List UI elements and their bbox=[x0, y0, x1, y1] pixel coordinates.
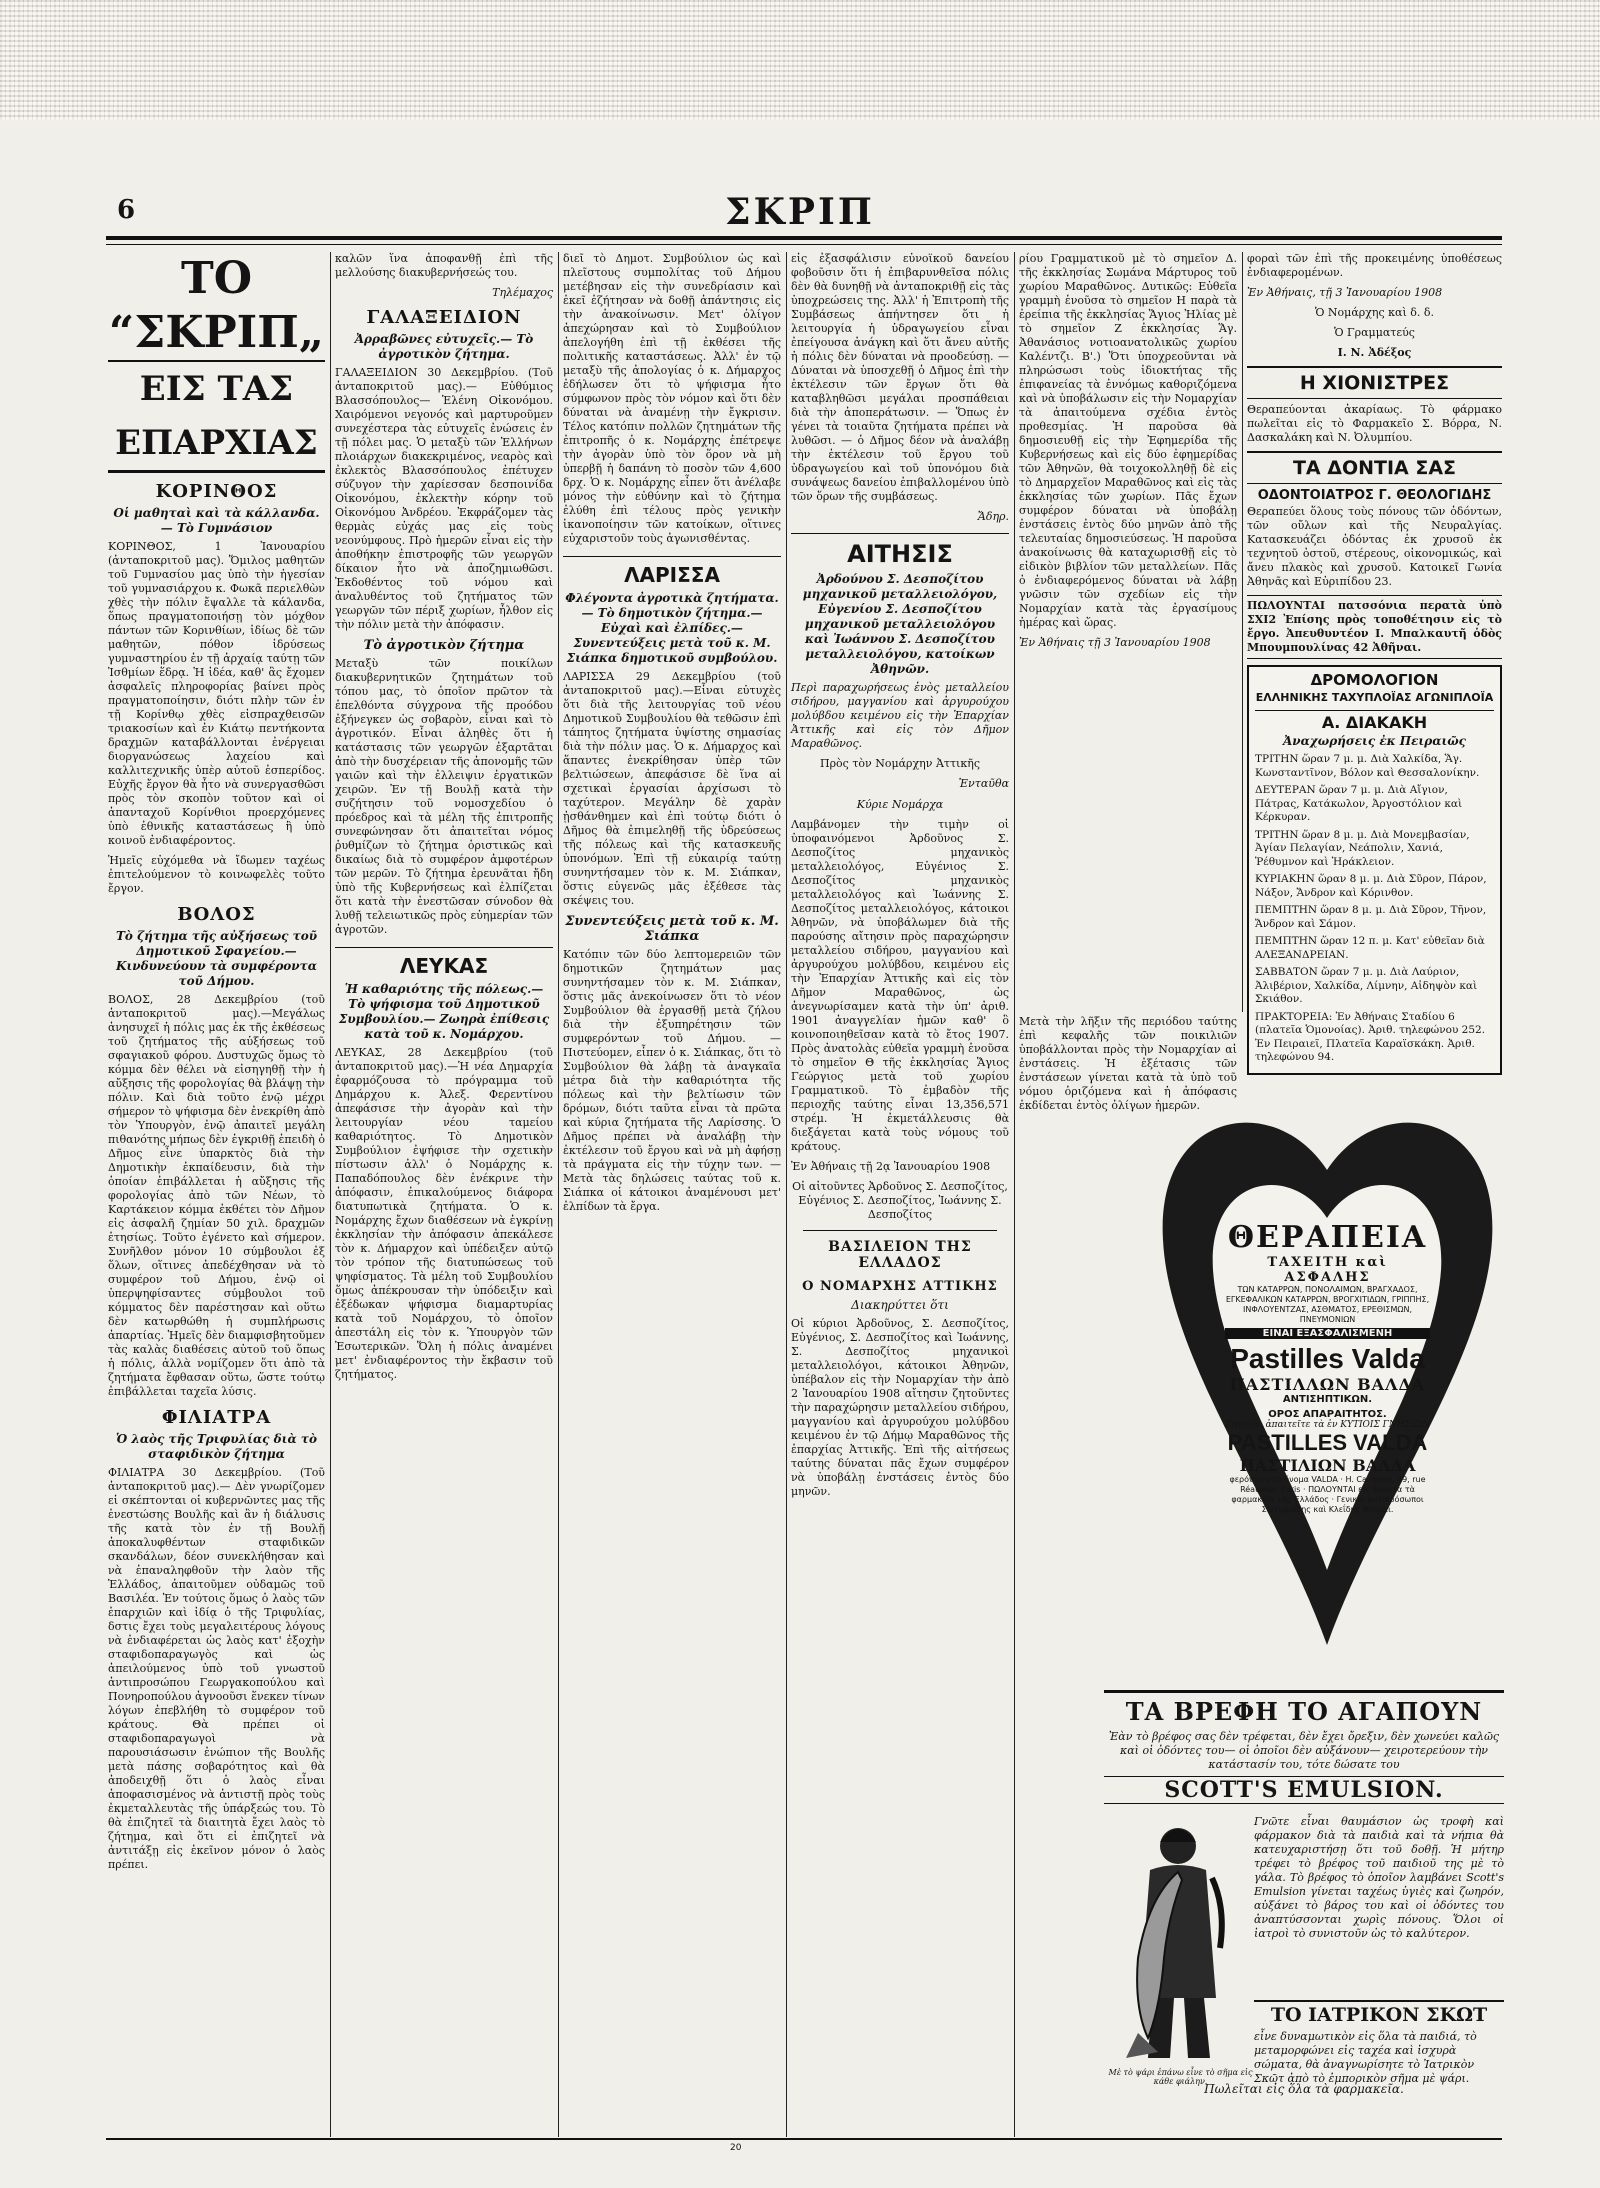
aitisis-signers: Οἱ αἰτοῦντες Ἀρδοῦνος Σ. Δεσποζίτος, Εὐγένιος Σ. Δεσποζίτος, Ἰωάννης Σ. Δεσποζίτος bbox=[792, 1180, 1008, 1221]
lefkas-dek: Ἡ καθαριότης τῆς πόλεως.— Τὸ ψήφισμα τοῦ Δημοτικοῦ Συμβουλίου.— Ζωηρὰ ἐπίθεσις κατὰ τοῦ κ. Νομάρχου. bbox=[338, 982, 550, 1041]
col6-signature-name: Ι. Ν. Ἀδέξος bbox=[1337, 346, 1412, 359]
valda-address: φερόντων τὸ ὄνομα VALDA · H. Canonne, 49, rue Réaumur, Paris · ΠΩΛΟΥΝΤΑΙ εἰς ἅπαντα τὰ φαρμακεῖα τῆς Ἑλλάδος · Γενικοὶ ἀντιπρόσωποι Σωτηριάδης καὶ Κλεΐδης Ἀθῆναι. bbox=[1229, 1475, 1426, 1514]
scott-brand: SCOTT'S EMULSION. bbox=[1104, 1776, 1504, 1804]
valda-therapeia: ΘΕΡΑΠΕΙΑ bbox=[1227, 1220, 1428, 1255]
scott-subtitle: ΤΟ ΙΑΤΡΙΚΟΝ ΣΚΩΤ bbox=[1254, 2000, 1504, 2026]
diakiryttei-heading: Διακηρύττει ὅτι bbox=[851, 1298, 949, 1312]
shipping-heading: ΔΡΟΜΟΛΟΓΙΟΝ bbox=[1310, 671, 1439, 689]
lefkas-text: ΛΕΥΚΑΣ, 28 Δεκεμβρίου (τοῦ ἀνταποκριτοῦ μας).—Ἡ νέα Δημαρχία ἐφαρμόζουσα τὸ πρόγραμμα τοῦ Δημάρχου κ. Ἀλεξ. Φερεντίνου ἀπεφάσισε τὴν ἀγορὰν καὶ τὴν λειτουργίαν νέου ταμείου καθαριότητος. Τὸ Δημοτικὸν Συμβούλιον ἐψήφισε τὴν σχετικὴν πίστωσιν ἀλλ' ὁ Νομάρχης κ. Παπαδόπουλος δὲν ἐνέκρινε τὴν ἀπόφασιν, ἐπικαλούμενος διάφορα διατυπωτικὰ ζητήματα. Ὁ κ. Νομάρχης ἔχων διαθέσεων νὰ ἐγκρίνῃ ἐκκλησίαν τὴν ἀπόφασιν ἀπεκάλεσε τὸν κ. Δήμαρχον καὶ ὑπέδειξεν αὐτῷ τὸν τρόπον τῆς διατυπώσεως τοῦ ψηφίσματος. Τὰ μέλη τοῦ Συμβουλίου ὅμως ἀπέκρουσαν τὴν ὑπόδειξιν καὶ ἐξέδωκαν ψήφισμα διαμαρτυρίας κατὰ τοῦ Νομάρχου, τὸ ὁποῖον ἀπεστάλη εἰς τὸν κ. Ὑπουργὸν τῶν Ἐσωτερικῶν. Ὅλη ἡ πόλις ἀναμένει μετ' ἐνδιαφέροντος τὴν ἔκβασιν τοῦ ζητήματος. bbox=[335, 1046, 553, 1381]
col6-filler-text: Μετὰ τὴν λῆξιν τῆς περιόδου ταύτης ἐπὶ κεφαλῆς τῶν ποικιλιῶν ὑποβάλλονται πρὸς τὴν Νομαρχίαν αἱ ἐνστάσεις. Ἡ ἐξέτασις τῶν ἐνστάσεων γίνεται κατὰ τὰ ὑπὸ τοῦ νόμου ὁριζόμενα καὶ ἡ ἀπόφασις ἐκδίδεται ἐντὸς ὀλίγων ἡμερῶν. bbox=[1019, 1015, 1237, 1112]
scott-body: Γνῶτε εἶναι θαυμάσιον ὡς τροφὴ καὶ φάρμακον διὰ τὰ παιδιὰ καὶ τὰ νήπια θὰ κατευχαριστήσῃ ὅτι τοῦ δοθῇ. Ἡ μήτηρ τρέφει τὸ βρέφος τοῦ παιδιοῦ της μὲ τὸ γάλα. Τὸ βρέφος τὸ ὁποῖον λαμβάνει Scott's Emulsion γίνεται ταχέως ὑγιὲς καὶ ζωηρόν, αὐξάνει τὸ βάρος του καὶ οἱ ὀδόντες του ἀναπτύσσονται χωρὶς πόνους. Ὅλοι οἱ ἰατροὶ τὸ συνιστοῦν ὡς τὸ καλύτερον. bbox=[1254, 1815, 1504, 1940]
korinthos-text: ΚΟΡΙΝΘΟΣ, 1 Ἰανουαρίου (ἀνταποκριτοῦ μας). Ὅμιλος μαθητῶν τοῦ Γυμνασίου μας ὑπὸ τὴν ἡγεσίαν τοῦ γυμνασιάρχου κ. Φωκᾶ περιελθὼν χθὲς τὴν πόλιν ἔψαλλε τὰ κάλανδα, ὅπως πραγματοποιήσῃ τὸν μόχθον πάντων τῶν Κορινθίων, ἰδίως δὲ τῶν μαθητῶν, πόθον ἱδρύσεως γυμναστηρίου ἐν τῇ ἀρχαίᾳ ταύτῃ τῶν Ἰσθμίων ἕδρᾳ. Ἡ ἰδέα, καθ' ἃς ἔχομεν ἀσφαλεῖς πληροφορίας βαίνει πρὸς πραγματοποίησιν, διότι πλὴν τῶν ἐν τῇ Κορίνθῳ χθὲς εἰσπραχθεισῶν τριακοσίων καὶ ἐν Κιάτῳ πεντήκοντα δραχμῶν καταβάλλονται ἐνέργειαι διοργανώσεως λαχείου καὶ καλλιτεχνικῆς ὑπὲρ αὐτοῦ ἑσπερίδος. Εὐχῆς ἔργον θὰ ἦτο νὰ συνεργασθῶσι πρὸς τὸν σκοπὸν τοῦτον καὶ οἱ ἁπανταχοῦ Κορίνθιοι προερχόμενες ὑπὸ ἐθνικῆς καταστάσεως ἢ ὑπὸ κοινοῦ ἐνδιαφέροντος. bbox=[108, 540, 325, 847]
newspaper-title: ΣΚΡΙΠ bbox=[725, 191, 875, 233]
scotts-emulsion-ad bbox=[1104, 1690, 1504, 2100]
galaxidi-text: ΓΑΛΑΞΕΙΔΙΟΝ 30 Δεκεμβρίου. (Τοῦ ἀνταποκριτοῦ μας).— Εὐθύμιος Βλασσόπουλος— Ἑλένη Οἰκονόμου. Χαιρόμενοι νεγονός καὶ μαρτυροῦμεν συνεχέστερα τὰς εὐτυχεῖς ἐνώσεις ἐν τῇ πόλει μας. Ὁ μεταξὺ τῶν Ἑλλήνων πλοιάρχων διακεκριμένος, νεαρὸς καὶ ἐκλεκτὸς Βλασσόπουλος ἐπέτυχεν σύζυγον τὴν χαρίεσσαν δεσποινίδα Οἰκονόμου, ἐκλεκτὴν κόρην τοῦ Οἰκονόμου Ἀνδρέου. Ἐκφράζομεν τὰς θερμὰς εὐχάς μας εἰς τοὺς νεονύμφους. Πρὸ ἡμερῶν εἶναι εἰς τὴν ἀποθήκην ἐπιστροφῆς τῶν γεωργῶν δίκαιον ἦτο νὰ ἀποζημιωθῶσι. Ἐκδοθέντος τοῦ νόμου καὶ ἀναλυθέντος τοῦ ζητήματος τῶν γεωργῶν τῶν πέριξ χωρίων, ἦλθον εἰς τὴν πόλιν μετὰ τὴν ἀπόφασιν. bbox=[335, 366, 553, 631]
scott-intro: Ἐὰν τὸ βρέφος σας δὲν τρέφεται, δὲν ἔχει ὄρεξιν, δὲν χωνεύει καλῶς καὶ οἱ ὀδόντες του— οἱ ὁποῖοι δὲν αὐξάνουν— χειροτερεύουν τὴν κατάστασίν του, τότε δώσατε του bbox=[1108, 1730, 1500, 1771]
aitisis-text: Λαμβάνομεν τὴν τιμὴν οἱ ὑποφαινόμενοι Ἀρδοῦνος Σ. Δεσποζίτος μηχανικὸς μεταλλειολόγος, Εὐγένιος Σ. Δεσποζίτος μηχανικὸς μεταλλειολόγος καὶ Ἰωάννης Σ. Δεσποζίτος μεταλλειολόγος, κάτοικοι Ἀθηνῶν, νὰ ὑποβάλωμεν διὰ τῆς παρούσης αἴτησιν πρὸς παραχώρησιν μεταλλείου σιδήρου, μαγγανίου καὶ ἀργυρούχου μολύβδου, κειμένου εἰς τὴν Ἐπαρχίαν Ἀττικῆς καὶ εἰς τὸν Δῆμον Μαραθῶνος, ὡς ἀνεγνωρίσαμεν κατὰ τὴν ὑπ' ἀριθ. 1901 ἀναγγελίαν ἡμῶν καθ' ὃ κοινοποιηθεῖσαν κατὰ τὸ ἔτος 1907. Πρὸς ἀνατολὰς εὐθεῖα γραμμὴ ἑνοῦσα τὸ σημεῖον Θ τῆς ἐκκλησίας Ἅγιος Γεώργιος μετὰ τοῦ χωρίου Γραμματικοῦ. Τὸ ἐμβαδὸν τῆς περιοχῆς ταύτης εἶναι 13,356,571 στρέμ. Ἡ ἐκμετάλλευσις θὰ διεξάγεται κατὰ τοὺς νόμους τοῦ κράτους. bbox=[791, 818, 1009, 1153]
column-4 bbox=[791, 252, 1009, 2137]
column-5-lower bbox=[1019, 1015, 1237, 1112]
col4-signature: Ἄδηρ. bbox=[977, 510, 1009, 523]
poloyntai-notice: ΠΩΛΟΥΝΤΑΙ πατσσόνια περατὰ ὑπὸ ΣΧΙ2 Ἐπίσης πρὸς τοποθέτησιν εἰς τὸ ἔργο. Ἀπευθυντέον Ι. Μπαλκαυτῆ ὁδὸς Μπουμπουλίνας 42 Ἀθῆναι. bbox=[1247, 595, 1502, 659]
masthead-rule bbox=[106, 236, 1502, 240]
larisa-interview-title: Συνεντεύξεις μετὰ τοῦ κ. Μ. Σιάπκα bbox=[565, 914, 779, 944]
valda-demand: Ζητεῖτε, ἀπαιτεῖτε τὰ ἐν ΚΥΤΙΟΙΣ ΓΝΗΣΙΩΝ bbox=[1225, 1420, 1430, 1430]
dontia-text: Θεραπεύει ὅλους τοὺς πόνους τῶν ὀδόντων, τῶν οὔλων καὶ τῆς Νευραλγίας. Κατασκευάζει ὀδόντας ἐκ χρυσοῦ ἐκ τεχνητοῦ ὀστοῦ, στέρεους, οἰκονομικώς, καὶ ἄνευ πλακὸς καὶ χρυσοῦ. Κατοικεῖ Γωνία Ἀθηνᾶς καὶ Εὐριπίδου 23. bbox=[1247, 505, 1502, 588]
shipping-line: ΠΡΑΚΤΟΡΕΙΑ: Ἐν Ἀθήναις Σταδίου 6 (πλατεῖα Ὁμονοίας). Ἀριθ. τηλεφώνου 252. Ἐν Πειραιεῖ, Πλατεῖα Καραϊσκάκη. Ἀριθ. τηλεφώνου 94. bbox=[1255, 1010, 1486, 1063]
valda-brand-greek: ΠΑΣΤΙΛΛΩΝ ΒΑΛΔΑ bbox=[1229, 1375, 1426, 1394]
divider bbox=[803, 1230, 997, 1231]
page-scan-top-band bbox=[0, 0, 1600, 120]
headline-eparchias: ΕΙΣ ΤΑΣ ΕΠΑΡΧΙΑΣ bbox=[108, 360, 325, 473]
volos-dek: Τὸ ζήτημα τῆς αὐξήσεως τοῦ Δημοτικοῦ Σφαγείου.—Κινδυνεύουν τὰ συμφέροντα τοῦ Δήμου. bbox=[115, 929, 318, 988]
shipping-company: ΕΛΛΗΝΙΚΗΣ ΤΑΧΥΠΛΟΪΑΣ ΑΓΩΝΙΠΛΟΪΑ bbox=[1255, 691, 1494, 704]
section-korinthos-title: ΚΟΡΙΝΘΟΣ bbox=[155, 481, 278, 502]
valda-ad-text bbox=[1225, 1220, 1430, 1515]
column-rule bbox=[330, 252, 331, 2137]
valda-guaranteed: ΕΙΝΑΙ ΕΞΑΣΦΑΛΙΣΜΕΝΗ bbox=[1225, 1328, 1430, 1339]
galaxidi-dek: Ἀρραβῶνες εὐτυχεῖς.— Τὸ ἀγροτικὸν ζήτημα. bbox=[354, 332, 534, 361]
aitisis-date: Ἐν Ἀθήναις τῇ 2ᾳ Ἰανουαρίου 1908 bbox=[791, 1160, 991, 1173]
col6-nomarchis: Ὁ Νομάρχης καὶ δ. δ. bbox=[1314, 306, 1434, 319]
valda-antiseptic: ΑΝΤΙΣΗΠΤΙΚΩΝ. bbox=[1282, 1394, 1373, 1405]
valda-ailments: ΤΩΝ ΚΑΤΑΡΡΩΝ, ΠΟΝΟΛΑΙΜΩΝ, ΒΡΑΓΧΑΔΟΣ, ΕΓΚΕΦΑΛΙΚΩΝ ΚΑΤΑΡΡΩΝ, ΒΡΟΓΧΙΤΙΔΩΝ, ΓΡΙΠΠΗΣ, ΙΝΦΛΟΥΕΝΤΖΑΣ, ΑΣΘΜΑΤΟΣ, ΕΡΕΘΙΣΜΩΝ, ΠΝΕΥΜΟΝΙΩΝ bbox=[1225, 1285, 1430, 1324]
chionistres-text: Θεραπεύονται ἀκαρίαως. Τὸ φάρμακο πωλεῖται εἰς τὸ Φαρμακεῖο Σ. Βόρρα, Ν. Δασκαλάκη καὶ Ν. Ὀλυμπίου. bbox=[1247, 403, 1502, 444]
column-6 bbox=[1247, 252, 1502, 1082]
col2-signature: Τηλέμαχος bbox=[492, 286, 553, 299]
col4-text: εἰς ἐξασφάλισιν εὐνοϊκοῦ δανείου φοβοῦσιν ὅτι ἡ ἐπιβαρυνθεῖσα πόλις δὲν θὰ δυνηθῇ νὰ ἀνταποκριθῇ εἰς τὰς ὑποχρεώσεις της. Ἀλλ' ἡ Ἐπιτροπὴ τῆς Συμβάσεως ἀπήντησεν ὅτι ἡ λειτουργία ἡ ὑδραγωγείου εἶναι ἐπείγουσα ἀνάγκη καὶ ὅτι ἄνευ αὐτῆς ἡ πόλις δὲν δύναται νὰ προοδεύσῃ. — Δύναται νὰ ὑποσχεθῇ ὁ Δῆμος ἐπὶ τὴν ἐκτέλεσιν τῶν ἔργων ὅτι θὰ καταβληθῶσι μεγάλαι προσπάθειαι διὰ τὴν ἀποπεράτωσιν. — Ὅπως ἐν γένει τὰ τοιαῦτα ζητήματα πρέπει νὰ λυθῶσι. — ὁ Δῆμος δέον νὰ ἀναλάβῃ τὴν ἐκτέλεσιν τοῦ ἔργου τοῦ ὑδραγωγείου καὶ τοῦ ὑπονόμου διὰ συνάψεως δανείου ἐπιβαλλομένου ὑπὸ τῶν ὅρων τῆς συμβάσεως. bbox=[791, 252, 1009, 503]
filiatra-text: ΦΙΛΙΑΤΡΑ 30 Δεκεμβρίου. (Τοῦ ἀνταποκριτοῦ μας).— Δὲν γνωρίζομεν εἰ σκέπτονται οἱ κυβερνῶντες μας τῆς ἐνεστώσης Βουλῆς καὶ ἂν ἡ διάλυσις τῆς κατὰ τὸν ἐν τῇ Βουλῇ ἀποκαλυφθέντων σταφιδικῶν σκανδάλων, δέον συνεκλήθησαν καὶ νὰ ἐπαναληφθοῦν τὴν λαὸν τῆς Ἑλλάδος, ἀπαιτοῦμεν οὐδαμῶς τοῦ Βασιλέα. Ἐν τούτοις ὅμως ὁ λαὸς τῶν ἐπαρχιῶν καὶ ἰδίᾳ ὁ τῆς Τριφυλίας, δστις ἔχει τοὺς μεγαλειτέρους λόγους νὰ ἐνδιαφέρεται ὡς λαὸς κατ' ἐξοχὴν σταφιδοπαραγωγὸς καὶ ὡς ἀπειλούμενος ὑπὸ τοῦ γνωστοῦ ἀντιπροσώπου Γεωργακοπούλου καὶ Πονηροπούλου ἀγνοοῦσι ἕνεκεν τίνων λόγων ἐπεβλήθη τὸ συμφέρον τοῦ κράτους. Θὰ πρέπει οἱ σταφιδοπαραγωγοὶ νὰ παρουσιάσωσιν ἐνώπιον τῆς Βουλῆς μετὰ πάσης σοβαρότητος καὶ θὰ ἀποδειχθῇ ὅτι ὁ λαὸς εἶναι ἀποφασισμένος νὰ ἀντιστῇ πρὸς τοὺς ἐκμεταλλευτὰς τῆς ὑπάρξεώς του. Τὸ θὰ ἐπιζητεῖ τὰ διαιτητὰ ἔχει λαὸς τὸ ζήτημα, καὶ ὅτι εἰ ἐπιζητεῖ νὰ ἀντιτάξῃ εἰς ἐκεῖνον μόνον ὁ λαὸς πρέπει. bbox=[108, 1466, 325, 1871]
aitisis-dek: Ἀρδούνου Σ. Δεσποζίτου μηχανικοῦ μεταλλειολόγου, Εὐγενίου Σ. Δεσποζίτου μηχανικοῦ μεταλλειολόγου καὶ Ἰωάννου Σ. Δεσποζίτου μεταλλειολόγου, κατοίκων Ἀθηνῶν. bbox=[802, 572, 998, 676]
shipping-line: ΤΡΙΤΗΝ ὥραν 8 μ. μ. Διὰ Μονεμβασίαν, Ἀγίαν Πελαγίαν, Νεάπολιν, Χανιά, Ῥέθυμνον καὶ Ἡράκλειον. bbox=[1255, 828, 1470, 868]
chionistres-title: Η ΧΙΟΝΙΣΤΡΕΣ bbox=[1247, 366, 1502, 399]
korinthos-dek: Οἱ μαθηταὶ καὶ τὰ κάλλανδα.— Τὸ Γυμνάσιον bbox=[113, 506, 320, 535]
valda-brand-caps: PASTILLES VALDA bbox=[1227, 1430, 1428, 1455]
footer-rule bbox=[106, 2138, 1502, 2140]
shipping-line: ΠΕΜΠΤΗΝ ὥραν 8 μ. μ. Διὰ Σῦρον, Τῆνον, Ἄνδρον καὶ Σάμον. bbox=[1255, 904, 1487, 930]
col5-date: Ἐν Ἀθήναις τῇ 3 Ἰανουαρίου 1908 bbox=[1019, 636, 1211, 649]
column-rule bbox=[786, 252, 787, 2137]
shipping-line: ΣΑΒΒΑΤΟΝ ὥραν 7 μ. μ. Διὰ Λαύριον, Ἀλιβέριον, Χαλκίδα, Λίμνην, Αἰδηψὸν καὶ Σκιάθον. bbox=[1255, 966, 1478, 1005]
col3-text: διεῖ τὸ Δημοτ. Συμβούλιον ὡς καὶ πλεῖστους συμπολίτας τοῦ Δήμου μετέβησαν εἰς τὴν συνεδρίασιν καὶ ἐκεῖ ἐζήτησαν νὰ δοθῇ ἀπάντησις εἰς τὴν ἀνακοίνωσιν. Μετ' ὀλίγον ἀπεχώρησαν καὶ τὸ Συμβούλιον ἀπελογήθη ἐπὶ τῇ ἐκθέσει τῆς πολιτικῆς καταστάσεως. Ἀλλ' ἐν τῷ μεταξὺ τῆς ἀπολογίας ὁ κ. Δήμαρχος ἐδήλωσεν ὅτι τὸ ψήφισμα ἦτο σύμφωνον πρὸς τὸν νόμον καὶ ὅτι δὲν δύναται νὰ ἀναμένῃ τὴν ἔγκρισιν. Τέλος κατόπιν πολλῶν ζητημάτων τῆς ἐπιτροπῆς ὁ κ. Νομάρχης ἐπέτρεψε τὴν ἀγορὰν ὑπὸ τὸν ὅρον νὰ μὴ ὑπερβῇ ἡ δαπάνη τὸ ποσὸν τῶν 4,600 δρχ. Ὁ κ. Νομάρχης εἶπεν ὅτι ἀνέλαβε μόνος τὴν εὐθύνην καὶ τὸ ζήτημα ἐλύθη ἐπὶ τέλους πρὸς γενικὴν ἱκανοποίησιν τῶν κατοίκων, οἵτινες εὐχαριστοῦν τοὺς ἀγωνισθέντας. bbox=[563, 252, 781, 545]
section-aitisis-title: ΑΙΤΗΣΙΣ bbox=[791, 533, 1009, 568]
shipping-line: ΚΥΡΙΑΚΗΝ ὥραν 8 μ. μ. Διὰ Σῦρον, Πάρον, Νάξον, Ἄνδρον καὶ Κόρινθον. bbox=[1255, 873, 1487, 899]
valda-condition: ΟΡΟΣ ΑΠΑΡΑΙΤΗΤΟΣ. bbox=[1268, 1409, 1387, 1420]
footer-number: 20 bbox=[730, 2143, 742, 2153]
col6-date: Ἐν Ἀθήναις, τῇ 3 Ἰανουαρίου 1908 bbox=[1247, 286, 1443, 299]
col6-text: φοραὶ τῶν ἐπὶ τῆς προκειμένης ὑποθέσεως ἐνδιαφερομένων. bbox=[1247, 252, 1502, 279]
section-lefkas-title: ΛΕΥΚΑΣ bbox=[335, 947, 553, 978]
shipping-sub: Ἀναχωρήσεις ἐκ Πειραιῶς bbox=[1283, 734, 1466, 748]
column-3 bbox=[563, 252, 781, 2137]
scott-caption: Μὲ τὸ ψάρι ἐπάνω εἶνε τὸ σῆμα εἰς κάθε φιάλην. bbox=[1108, 2068, 1253, 2086]
valda-brand-greek-2: ΠΑΣΤΙΛΙΩΝ ΒΑΛΔΑ bbox=[1239, 1456, 1416, 1475]
agrotiko-title: Τὸ ἀγροτικὸν ζήτημα bbox=[363, 638, 525, 653]
fisherman-with-fish-icon bbox=[1108, 1808, 1248, 2068]
dontia-title: ΤΑ ΔΟΝΤΙΑ ΣΑΣ bbox=[1247, 451, 1502, 484]
headline-to-skrip: ΤΟ “ΣΚΡΙΠ„ bbox=[108, 253, 325, 358]
filiatra-dek: Ὁ λαὸς τῆς Τριφυλίας διὰ τὸ σταφιδικὸν ζήτημα bbox=[116, 1432, 317, 1461]
col5-text: ρίου Γραμματικοῦ μὲ τὸ σημεῖον Δ. τῆς ἐκκλησίας Σωμάνα Μάρτυρος τοῦ χωρίου Μαραθῶνος. Δυτικῶς: Εὐθεῖα γραμμὴ ἑνοῦσα τὸ σημεῖον Η παρὰ τὰ ἐρείπια τῆς ἐκκλησίας Ἅγιος Ἠλίας μὲ τὸ σημεῖον Ζ ἐκκλησίας Ἅγ. Ἀθανάσιος νοτιοανατολικῶς χωρίου Καλέντζι. Β'.) Ὅτι ὑποχρεοῦνται νὰ πληρώσωσι τοὺς ἰδιοκτήτας τῆς ἐπιφανείας τὰ ἐννόμως καθοριζόμενα καὶ νὰ ὑποβάλωσιν εἰς τὴν Νομαρχίαν τὰ ἀπαιτούμενα σχέδια ἐντὸς προθεσμίας. Ἡ παροῦσα θὰ δημοσιευθῇ εἰς τὴν Ἐφημερίδα τῆς Κυβερνήσεως καὶ εἰς δύο ἐφημερίδας τῶν Ἀθηνῶν, θὰ τοιχοκολληθῇ δὲ εἰς τὸ Δημαρχεῖον Μαραθῶνος καὶ εἰς τὰς ἐκκλησίας τῶν χωρίων. Πᾶς ἔχων συμφέρον δύναται νὰ ὑποβάλῃ ἐνστάσεις ἐντὸς δύο μηνῶν ἀπὸ τῆς τελευταίας δημοσιεύσεως. Ἡ παροῦσα ἀνακοίνωσις θὰ καταχωρισθῇ εἰς τὸ εἰδικὸν βιβλίον τῶν μεταλλείων. Πᾶς ὁ ἐνδιαφερόμενος δύναται νὰ λάβῃ γνῶσιν τῶν σχεδίων εἰς τὴν Νομαρχίαν κατὰ τὰς ἐργασίμους ἡμέρας καὶ ὥρας. bbox=[1019, 252, 1237, 629]
aitisis-subject: Περὶ παραχωρήσεως ἑνὸς μεταλλείου σιδήρου, μαγγανίου καὶ ἀργυρούχου μολύβδου κειμένου εἰς τὴν Ἐπαρχίαν Ἀττικῆς καὶ εἰς τὸν Δῆμον Μαραθῶνος. bbox=[791, 681, 1009, 750]
masthead-rule-thin bbox=[106, 244, 1502, 245]
shipping-line: ΠΕΜΠΤΗΝ ὥραν 12 π. μ. Κατ' εὐθεῖαν διὰ ΑΛΕΞΑΝΔΡΕΙΑΝ. bbox=[1255, 935, 1485, 961]
masthead bbox=[0, 191, 1600, 235]
column-2 bbox=[335, 252, 553, 2137]
col6-grammateus: Ὁ Γραμματεύς bbox=[1334, 326, 1415, 339]
shipping-schedule-box bbox=[1247, 665, 1502, 1075]
column-5 bbox=[1019, 252, 1237, 1012]
column-rule bbox=[558, 252, 559, 2137]
aitisis-here: Ἐνταῦθα bbox=[958, 777, 1009, 790]
column-1 bbox=[108, 252, 325, 2137]
section-galaxidi-title: ΓΑΛΑΞΕΙΔΙΟΝ bbox=[366, 307, 522, 328]
vasileion-heading: ΒΑΣΙΛΕΙΟΝ ΤΗΣ ΕΛΛΑΔΟΣ bbox=[828, 1239, 972, 1271]
volos-text: ΒΟΛΟΣ, 28 Δεκεμβρίου (τοῦ ἀνταποκριτοῦ μας).—Μεγάλως ἀνησυχεῖ ἡ πόλις μας ἐκ τῆς ἐκθέσεως τοῦ ζητήματος τῆς αὐξήσεως τοῦ σφαγιακοῦ φόρου. Δυστυχῶς ὅμως τὸ κόμμα δὲν θέλει νὰ εἰσηγηθῇ τὴν ἡ αὔξησις τῆς φορολογίας θὰ βλάψῃ τὴν πόλιν. Καὶ διὰ τοῦτο ἐνῷ μέχρι σήμερον τὸ ψήφισμα δὲν ἐνεκρίθη ἀπὸ τὸν Ὑπουργὸν, ἐνῷ ἀπαιτεῖ μεγάλη πιθανότης μήπως δὲν ἐγκριθῇ ἐπειδὴ ὁ Δῆμος εἶνε ὑπαρκτὸς διὰ τὴν Δημοτικὴν ἐκπαίδευσιν, διὰ τὴν ὁποίαν ἐπιβάλλεται ἡ αὔξησις τῆς φορολογίας ἀπὸ τῶν Νέων, τὸ Καρτάκειον κόμμα ἐκθέτει τὸν Δῆμον εἰς ἀσφαλῆ ζημίαν 50 χιλ. δραχμῶν ἐτησίως. Τοῦτο ἐγένετο καὶ σήμερον. Συνῆλθον μόνον 10 σύμβουλοι ἐξ ὅλων, οἵτινες ἀπεδέχθησαν νὰ τὸ συμφέρον τοῦ Δήμου, ἐνῷ οἱ ὑπερψηφίσαντες σύμβουλοι τοῦ κόμματος δὲν παρέστησαν καὶ οὕτω δὲν κατωρθώθη ἡ συμπλήρωσις ἀπαρτίας. Ἡμεῖς δὲν διαμφισβητοῦμεν τὰς καλὰς διαθέσεις αὐτοῦ τοῦ ὅπως ἡ πόλις, ἀλλὰ νομίζομεν ὅτι ἀπὸ τὰ ζητήματα ἔφθασαν οὕτω, ὥστε τούτῳ ἐπιβάλλεται ταχεῖα λύσις. bbox=[108, 993, 325, 1398]
nomarchis-heading: Ο ΝΟΜΑΡΧΗΣ ΑΤΤΙΚΗΣ bbox=[802, 1279, 998, 1294]
aitisis-to: Πρὸς τὸν Νομάρχην Ἀττικῆς bbox=[819, 757, 980, 770]
shipping-line: ΤΡΙΤΗΝ ὥραν 7 μ. μ. Διὰ Χαλκίδα, Ἅγ. Κωνσταντῖνον, Βόλον καὶ Θεσσαλονίκην. bbox=[1255, 753, 1480, 779]
larisa-text-2: Κατόπιν τῶν δύο λεπτομερειῶν τῶν δημοτικῶν ζητημάτων μας συνηντήσαμεν τὸν κ. Μ. Σιάπκαν, ὅστις μᾶς ἀνεκοίνωσεν ὅτι τὸ νέον Συμβούλιον θὰ ἐργασθῇ μετὰ ζήλου διὰ τὴν ἐξυπηρέτησιν τῶν συμφερόντων τοῦ Δήμου. — Πιστεύομεν, εἶπεν ὁ κ. Σιάπκας, ὅτι τὸ Συμβούλιον θὰ λάβῃ τὰ ἀναγκαῖα μέτρα διὰ τὴν καθαριότητα τῆς πόλεως καὶ τὴν βελτίωσιν τῶν δρόμων, διότι ταῦτα εἶναι τὰ πρῶτα καὶ κύρια ζητήματα τῆς Λαρίσσης. Ὁ Δῆμος πρέπει νὰ ἀναλάβῃ τὴν ἐκτέλεσιν τοῦ ἔργου καὶ νὰ μὴ ἀφήσῃ τὰ πράγματα εἰς τὴν τύχην των. — Μετὰ τὰς δηλώσεις ταύτας τοῦ κ. Σιάπκα οἱ κάτοικοι ἀναμένουσι μετ' ἐλπίδων τὰ ἔργα. bbox=[563, 948, 781, 1213]
shipping-line: ΔΕΥΤΕΡΑΝ ὥραν 7 μ. μ. Διὰ Αἴγιον, Πάτρας, Κατάκωλον, Ἀργοστόλιον καὶ Κέρκυραν. bbox=[1255, 784, 1463, 823]
column-rule bbox=[1014, 252, 1015, 2137]
section-volos-title: ΒΟΛΟΣ bbox=[177, 904, 256, 925]
page-number: 6 bbox=[117, 195, 136, 225]
scott-title: ΤΑ ΒΡΕΦΗ ΤΟ ΑΓΑΠΟΥΝ bbox=[1104, 1690, 1504, 1726]
larisa-text: ΛΑΡΙΣΣΑ 29 Δεκεμβρίου (τοῦ ἀνταποκριτοῦ μας).—Εἶναι εὐτυχὲς ὅτι διὰ τῆς λειτουργίας τοῦ νέου Δημοτικοῦ Συμβουλίου θὰ τεθῶσιν ἐπὶ τάπητος ζητήματα ὑψίστης σημασίας διὰ τὴν πόλιν μας. Ὁ κ. Δήμαρχος καὶ ἅπαντες ἐνεκρίθησαν ὑπὲρ τῶν βελτιώσεων, ἀπεφάσισε δὲ ἵνα αἱ σχετικαὶ ἐργασίαι ἀρχίσωσι τὸ ταχύτερον. Μεγάλην δὲ χαρὰν ᾐσθάνθημεν καὶ ἐπὶ τούτῳ διότι ὁ Δῆμος θὰ ἐπιμεληθῇ τῆς ὑδρεύσεως τῆς πόλεως καὶ τῆς κατασκευῆς ὑπονόμων. Ἐπὶ τῇ εὐκαιρίᾳ ταύτῃ συνηντήσαμεν τὸν κ. Μ. Σιάπκαν, ὅστις εὐγενῶς μᾶς ἐξέθεσε τὰς σκέψεις του. bbox=[563, 670, 781, 907]
korinthos-text-2: Ἡμεῖς εὐχόμεθα νὰ ἴδωμεν ταχέως ἐπιτελούμενον τὸ κοινωφελὲς τοῦτο ἔργον. bbox=[108, 854, 325, 895]
dontia-dentist-name: ΟΔΟΝΤΟΙΑΤΡΟΣ Γ. ΘΕΟΛΟΓΙΔΗΣ bbox=[1257, 488, 1492, 503]
valda-tacheia: ΤΑΧΕΙΤΗ καὶ ΑΣΦΑΛΗΣ bbox=[1267, 1255, 1388, 1285]
shipping-agent: Α. ΔΙΑΚΑΚΗ bbox=[1255, 710, 1494, 732]
larisa-dek: Φλέγοντα ἀγροτικὰ ζητήματα.— Τὸ δημοτικὸν ζήτημα.— Εὐχαὶ καὶ ἐλπίδες.— Συνεντεύξεις μετὰ τοῦ κ. Μ. Σιάπκα δημοτικοῦ συμβούλου. bbox=[565, 591, 779, 665]
col2-lead-text: καλῶν ἵνα ἀποφανθῇ ἐπὶ τῆς μελλούσης διακυβερνήσεώς του. bbox=[335, 252, 553, 279]
scott-body-2: εἶνε δυναμωτικὸν εἰς ὅλα τὰ παιδιά, τὸ μεταμορφώνει εἰς ταχέα καὶ ἰσχυρὰ σώματα, θὰ ἀναγνωρίσητε τὸ Ἰατρικὸν Σκῶτ ἀπὸ τὸ ἐμπορικὸν σῆμα μὲ ψάρι. bbox=[1254, 2030, 1477, 2085]
scott-footer: Πωλεῖται εἰς ὅλα τὰ φαρμακεῖα. bbox=[1204, 2082, 1404, 2096]
valda-brand: Pastilles Valda bbox=[1230, 1343, 1425, 1374]
column-rule bbox=[1242, 252, 1243, 1012]
agrotiko-text: Μεταξὺ τῶν ποικίλων διακυβερνητικῶν ζητημάτων τοῦ τόπου μας, τὸ ὁποῖον πρῶτον τὰ ἐπελθόντα σύγχρονα τῆς προόδου ἐξήνεγκεν ὡς σοβαρὸν, εἶναι καὶ τὸ ἀγροτικόν. Εἶναι ἀληθὲς ὅτι ἡ κατάστασις τῶν γεωργῶν ἐξαρτᾶται ἀπὸ τὴν δυσχέρειαν τῆς ἀπονομῆς τῶν γαιῶν καὶ τὴν ἐλλειψιν ἐργατικῶν χειρῶν. Ἐν τῇ Βουλῇ κατὰ τὴν συζήτησιν τοῦ νομοσχεδίου ὁ πρόεδρος καὶ τὰ μέλη τῆς ἐπιτροπῆς συνεφώνησαν ὅτι ἀπαιτεῖται νόμος ῥυθμίζων τὸ ζήτημα ὁριστικῶς καὶ δικαίως διὰ τὸ συμφέρον ἀμφοτέρων τῶν μερῶν. Τὸ ζήτημα ἐρευνᾶται ἤδη ὑπὸ τῆς Κυβερνήσεως καὶ ἐλπίζεται ὅτι κατὰ τὴν ἐνεστῶσαν σύνοδον θὰ λυθῇ τελειωτικῶς πρὸς εὐημερίαν τῶν ἀγροτῶν. bbox=[335, 657, 553, 936]
section-larisa-title: ΛΑΡΙΣΣΑ bbox=[563, 556, 781, 587]
aitisis-salute: Κύριε Νομάρχα bbox=[856, 798, 944, 811]
col4-text-2: Οἱ κύριοι Ἀρδοῦνος, Σ. Δεσποζίτος, Εὐγένιος, Σ. Δεσποζίτος καὶ Ἰωάννης, Σ. Δεσποζίτος μηχανικοὶ μεταλλειολόγοι, κάτοικοι Ἀθηνῶν, ὑπέβαλον εἰς τὴν Νομαρχίαν τὴν ἀπὸ 2 Ἰανουαρίου 1908 αἴτησιν ζητοῦντες τὴν παραχώρησιν μεταλλείου σιδήρου, μαγγανίου καὶ ἀργυρούχου μολύβδου κειμένου ἐν τῷ Δήμῳ Μαραθῶνος τῆς ἐπαρχίας Ἀττικῆς. Ἐπὶ τῆς αἰτήσεως ταύτης δύναται πᾶς ἔχων συμφέρον νὰ ὑποβάλῃ ἐνστάσεις ἐντὸς δύο μηνῶν. bbox=[791, 1317, 1009, 1498]
section-filiatra-title: ΦΙΛΙΑΤΡΑ bbox=[161, 1407, 272, 1428]
